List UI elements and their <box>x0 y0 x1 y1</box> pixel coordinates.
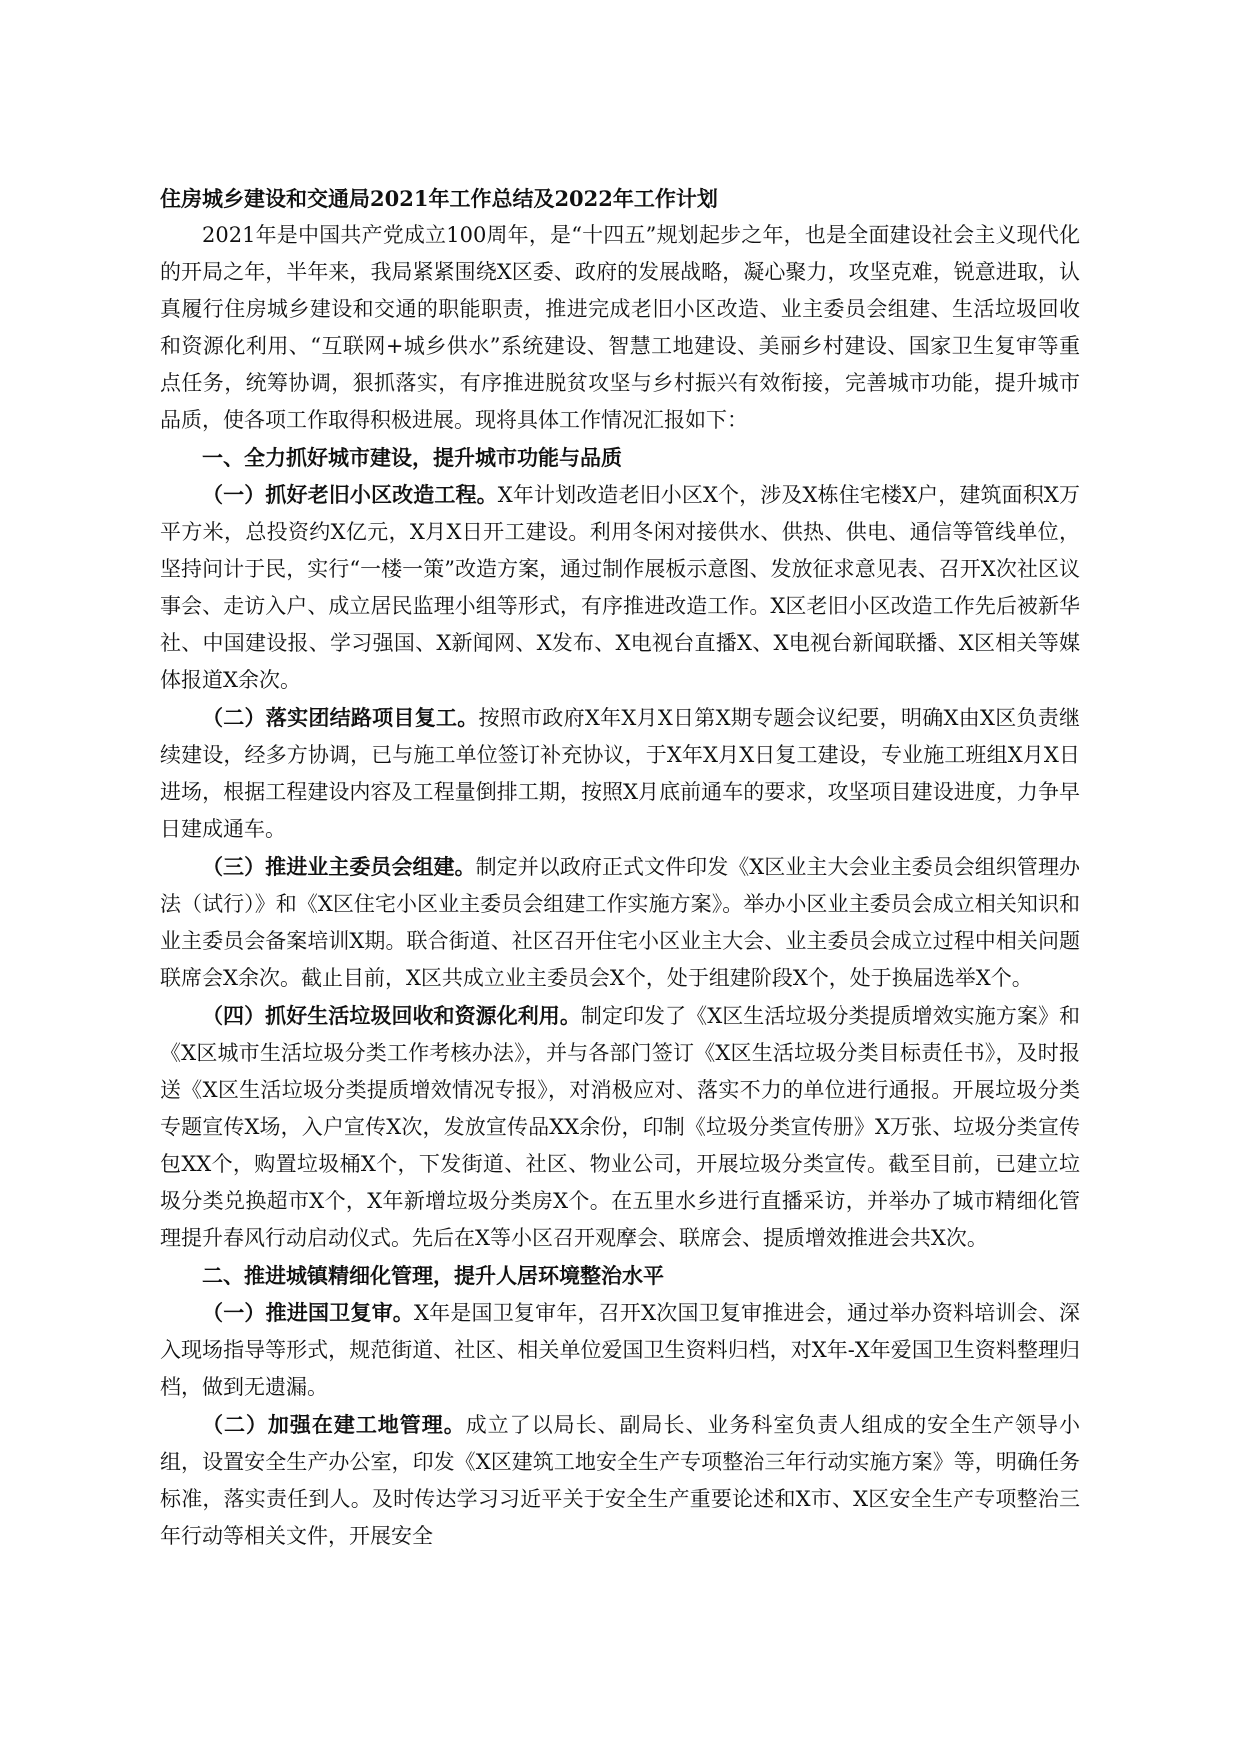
intro-paragraph: 2021年是中国共产党成立100周年，是“十四五”规划起步之年，也是全面建设社会主义现代化的开局之年，半年来，我局紧紧围绕X区委、政府的发展战略，凝心聚力，攻坚克难，锐意进取，认真履行住房城乡建设和交通的职能职责，推进完成老旧小区改造、业主委员会组建、生活垃圾回收和资源化利用、“互联网+城乡供水”系统建设、智慧工地建设、美丽乡村建设、国家卫生复审等重点任务，统筹协调，狠抓落实，有序推进脱贫攻坚与乡村振兴有效衔接，完善城市功能，提升城市品质，使各项工作取得积极进展。现将具体工作情况汇报如下： <box>160 223 1080 432</box>
item-heading: （四）抓好生活垃圾回收和资源化利用。 <box>202 1003 581 1028</box>
section1-heading: 一、全力抓好城市建设，提升城市功能与品质 <box>202 445 622 470</box>
section1-item-1 <box>160 476 1080 699</box>
item-heading: （一）推进国卫复审。 <box>202 1300 414 1325</box>
section1-item-3 <box>160 848 1080 997</box>
item-body: X年计划改造老旧小区X个，涉及X栋住宅楼X户，建筑面积X万平方米，总投资约X亿元，X月X日开工建设。利用冬闲对接供水、供热、供电、通信等管线单位，坚持问计于民，实行“一楼一策”改造方案，通过制作展板示意图、发放征求意见表、召开X次社区议事会、走访入户、成立居民监理小组等形式，有序推进改造工作。X区老旧小区改造工作先后被新华社、中国建设报、学习强国、X新闻网、X发布、X电视台直播X、X电视台新闻联播、X区相关等媒体报道X余次。 <box>160 483 1080 692</box>
document-page <box>160 180 1080 1555</box>
item-body: 按照市政府X年X月X日第X期专题会议纪要，明确X由X区负责继续建设，经多方协调，已与施工单位签订补充协议，于X年X月X日复工建设，专业施工班组X月X日进场，根据工程建设内容及工程量倒排工期，按照X月底前通车的要求，攻坚项目建设进度，力争早日建成通车。 <box>160 706 1080 841</box>
item-heading: （二）落实团结路项目复工。 <box>202 705 479 730</box>
section2-item-2 <box>160 1406 1080 1555</box>
item-body: 制定印发了《X区生活垃圾分类提质增效实施方案》和《X区城市生活垃圾分类工作考核办法》，并与各部门签订《X区生活垃圾分类目标责任书》，及时报送《X区生活垃圾分类提质增效情况专报》，对消极应对、落实不力的单位进行通报。开展垃圾分类专题宣传X场，入户宣传X次，发放宣传品XX余份，印制《垃圾分类宣传册》X万张、垃圾分类宣传包XX个，购置垃圾桶X个，下发街道、社区、物业公司，开展垃圾分类宣传。截至目前，已建立垃圾分类兑换超市X个，X年新增垃圾分类房X个。在五里水乡进行直播采访，并举办了城市精细化管理提升春风行动启动仪式。先后在X等小区召开观摩会、联席会、提质增效推进会共X次。 <box>160 1004 1081 1250</box>
section1-item-2 <box>160 699 1080 848</box>
item-heading: （二）加强在建工地管理。 <box>202 1412 466 1437</box>
section2-item-1 <box>160 1294 1080 1406</box>
document-title: 住房城乡建设和交通局2021年工作总结及2022年工作计划 <box>160 186 718 211</box>
item-body: 成立了以局长、副局长、业务科室负责人组成的安全生产领导小组，设置安全生产办公室，印发《X区建筑工地安全生产专项整治三年行动实施方案》等，明确任务标准，落实责任到人。及时传达学习习近平关于安全生产重要论述和X市、X区安全生产专项整治三年行动等相关文件，开展安全 <box>160 1413 1081 1548</box>
item-heading: （一）抓好老旧小区改造工程。 <box>202 482 498 507</box>
section1-item-4 <box>160 997 1080 1257</box>
item-heading: （三）推进业主委员会组建。 <box>202 854 476 879</box>
section2-heading: 二、推进城镇精细化管理，提升人居环境整治水平 <box>202 1263 664 1288</box>
item-body: 制定并以政府正式文件印发《X区业主大会业主委员会组织管理办法（试行）》和《X区住宅小区业主委员会组建工作实施方案》。举办小区业主委员会成立相关知识和业主委员会备案培训X期。联合街道、社区召开住宅小区业主大会、业主委员会成立过程中相关问题联席会X余次。截止目前，X区共成立业主委员会X个，处于组建阶段X个，处于换届选举X个。 <box>160 855 1081 990</box>
item-body: X年是国卫复审年，召开X次国卫复审推进会，通过举办资料培训会、深入现场指导等形式，规范街道、社区、相关单位爱国卫生资料归档，对X年-X年爱国卫生资料整理归档，做到无遗漏。 <box>160 1301 1081 1399</box>
